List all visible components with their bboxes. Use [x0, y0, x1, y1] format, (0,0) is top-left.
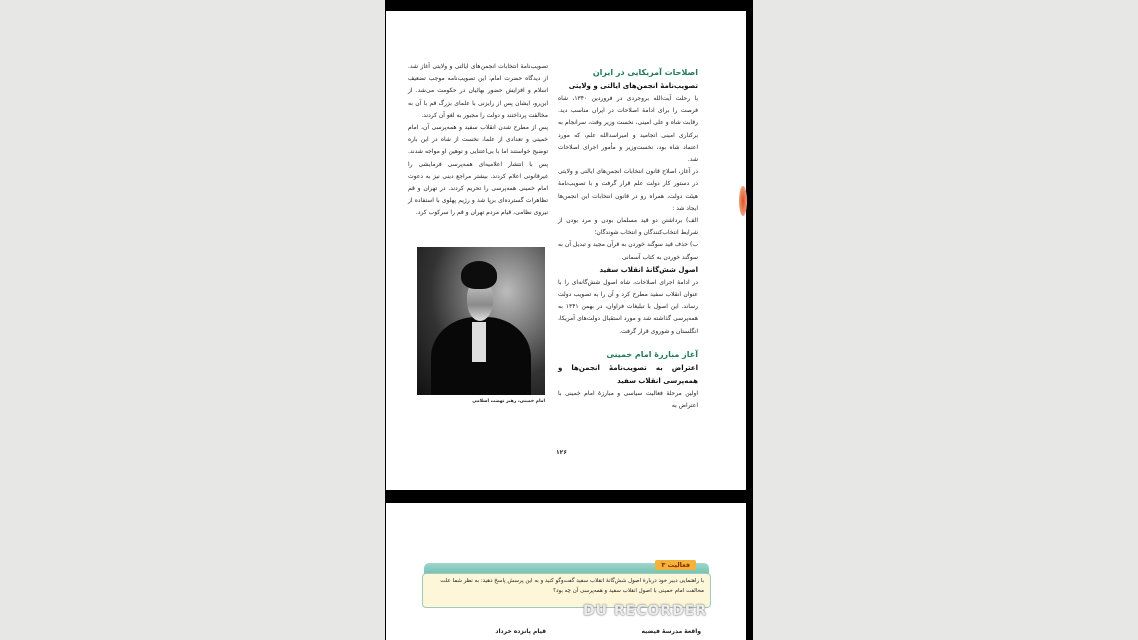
recorder-watermark: DU RECORDER: [583, 603, 708, 619]
subheading: قیام پانزده خرداد: [495, 628, 546, 635]
paragraph: اولین مرحلهٔ فعالیت سیاسی و مبارزهٔ امام خمینی با اعتراض به: [558, 389, 698, 410]
paragraph: در ادامهٔ اجرای اصلاحات، شاه اصول شش‌گانه‌ای را با عنوان انقلاب سفید مطرح کرد و آن را به تصویب دولت رساند. این اصول با تبلیغات فراوان، در بهمن ۱۳۴۱ به همه‌پرسی گذاشته شد و مورد استقبال دولت‌های آمریکا، انگلستان و شوروی قرار گرفت.: [558, 278, 698, 335]
section-heading: آغاز مبارزهٔ امام خمینی: [606, 349, 698, 359]
page-number: ۱۲۶: [556, 449, 567, 456]
left-column: [408, 61, 548, 220]
photo-caption: امام خمینی، رهبر نهضت اسلامی: [472, 399, 545, 404]
document-page-126: [386, 11, 746, 490]
document-page-127: [386, 503, 746, 640]
right-column: [558, 66, 698, 412]
subheading: اصول شش‌گانهٔ انقلاب سفید: [599, 265, 698, 274]
paragraph: تصویب‌نامهٔ انتخابات انجمن‌های ایالتی و ولایتی آغاز شد. از دیدگاه حضرت امام، این تصویب‌نامه موجب تضعیف اسلام و افزایش حضور بهائیان در حکومت می‌شد. از این‌رو، ایشان پس از رایزنی با علمای بزرگ قم با آن به مخالفت پرداختند و دولت را مجبور به لغو آن کردند.: [408, 63, 548, 119]
subheading: واقعهٔ مدرسهٔ فیضیه: [641, 628, 701, 635]
activity-box: [422, 563, 712, 608]
paragraph: در آغاز، اصلاح قانون انتخابات انجمن‌های ایالتی و ولایتی در دستور کار دولت علم قرار گرفت و با تصویب‌نامهٔ هیئت دولت، همراه رو در قانون انتخابات این انجمن‌ها ایجاد شد :: [558, 168, 698, 212]
portrait-photo: [417, 247, 545, 395]
activity-label: فعالیت ۳: [655, 560, 696, 570]
list-item: ب) حذف قید سوگند خوردن به قرآن مجید و تبدیل آن به سوگند خوردن به کتاب آسمانی: [558, 241, 698, 261]
paragraph: با رحلت آیت‌الله بروجردی در فروردین ۱۳۴۰، شاه فرصت را برای ادامهٔ اصلاحات در ایران مناسب دید. رقابت شاه و علی امینی، نخست وزیر وقت، سرانجام به برکناری امینی انجامید و امیراسدالله علم، که مورد اعتماد شاه بود، نخست‌وزیر و مأمور اجرای اصلاحات شد.: [558, 95, 699, 164]
section-heading: اصلاحات آمریکایی در ایران: [592, 68, 698, 77]
subheading: تصویب‌نامهٔ انجمن‌های ایالتی و ولایتی: [568, 82, 698, 90]
activity-text: با راهنمایی دبیر خود دربارهٔ اصول شش‌گانهٔ انقلاب سفید گفت‌وگو کنید و به این پرسش پاسخ دهید: به نظر شما علت مخالفت امام خمینی با اصول انقلاب سفید و همه‌پرسی آن چه بود؟: [422, 573, 711, 608]
subheading: اعتراض به تصویب‌نامهٔ انجمن‌ها و همه‌پرسی انقلاب سفید: [558, 363, 698, 385]
list-item: الف) برداشتن دو قید مسلمان بودن و مرد بودن از شرایط انتخاب‌کنندگان و انتخاب شوندگان؛: [558, 217, 698, 237]
scroll-indicator[interactable]: [739, 186, 747, 216]
paragraph: پس از مطرح شدن انقلاب سفید و همه‌پرسی آن، امام خمینی و تعدادی از علما، نخست از شاه در این باره توضیح خواستند اما با بی‌اعتنایی و توهین او مواجه شدند. پس با انتشار اعلامیه‌ای همه‌پرسی فرمایشی را غیرقانونی اعلام کردند. بیشتر مراجع دینی نیز به دعوت امام خمینی همه‌پرسی را تحریم کردند. در تهران و قم تظاهرات گسترده‌ای برپا شد و رژیم پهلوی با استفاده از نیروی نظامی، قیام مردم تهران و قم را سرکوب کرد.: [408, 124, 548, 217]
